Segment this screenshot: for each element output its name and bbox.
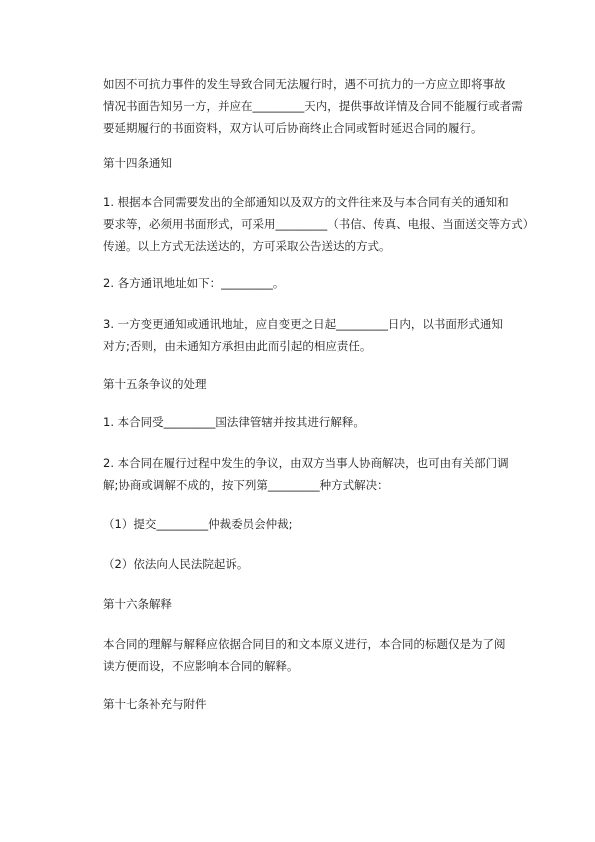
article-16-body bbox=[103, 633, 523, 677]
paragraph-line: 2. 本合同在履行过程中发生的争议，由双方当事人协商解决，也可由有关部门调 bbox=[103, 456, 509, 470]
paragraph-line: 本合同的理解与解释应依据合同目的和文本原义进行，本合同的标题仅是为了阅 bbox=[103, 637, 506, 651]
article-15-heading bbox=[103, 373, 523, 395]
paragraph-line: 情况书面告知另一方，并应在_________天内，提供事故详情及合同不能履行或者需 bbox=[103, 99, 523, 113]
paragraph-line: 解;协商或调解不成的，按下列第_________种方式解决： bbox=[103, 478, 389, 492]
paragraph-line: 2. 各方通讯地址如下：_________。 bbox=[103, 276, 285, 290]
paragraph-line: 要求等，必须用书面形式，可采用_________（书信、传真、电报、当面送交等方式） bbox=[103, 217, 535, 231]
article-15-item-1 bbox=[103, 411, 523, 433]
heading-text: 第十七条补充与附件 bbox=[103, 697, 207, 711]
article-14-item-3 bbox=[103, 313, 523, 357]
paragraph-line: 传递。以上方式无法送达的，方可采取公告送达的方式。 bbox=[103, 239, 391, 253]
article-15-option-1 bbox=[103, 513, 523, 535]
heading-text: 第十五条争议的处理 bbox=[103, 377, 207, 391]
article-14-item-1 bbox=[103, 191, 535, 257]
paragraph-line: 读方便而设，不应影响本合同的解释。 bbox=[103, 659, 299, 673]
article-14-item-2 bbox=[103, 272, 523, 294]
paragraph-line: （2）依法向人民法院起诉。 bbox=[103, 557, 249, 571]
paragraph-line: 1. 根据本合同需要发出的全部通知以及双方的文件往来及与本合同有关的通知和 bbox=[103, 195, 509, 209]
article-15-option-2 bbox=[103, 553, 523, 575]
article-14-heading bbox=[103, 152, 523, 174]
paragraph-line: 3. 一方变更通知或通讯地址，应自变更之日起_________日内，以书面形式通知 bbox=[103, 317, 503, 331]
heading-text: 第十四条通知 bbox=[103, 156, 172, 170]
article-17-heading bbox=[103, 693, 523, 715]
paragraph-line: 要延期履行的书面资料，双方认可后协商终止合同或暂时延迟合同的履行。 bbox=[103, 121, 483, 135]
force-majeure-paragraph bbox=[103, 73, 523, 139]
heading-text: 第十六条解释 bbox=[103, 597, 172, 611]
paragraph-line: 对方;否则，由未通知方承担由此而引起的相应责任。 bbox=[103, 339, 372, 353]
paragraph-line: 1. 本合同受_________国法律管辖并按其进行解释。 bbox=[103, 415, 365, 429]
article-15-item-2 bbox=[103, 452, 523, 496]
paragraph-line: （1）提交_________仲裁委员会仲裁; bbox=[103, 517, 293, 531]
article-16-heading bbox=[103, 593, 523, 615]
paragraph-line: 如因不可抗力事件的发生导致合同无法履行时，遇不可抗力的一方应立即将事故 bbox=[103, 77, 506, 91]
